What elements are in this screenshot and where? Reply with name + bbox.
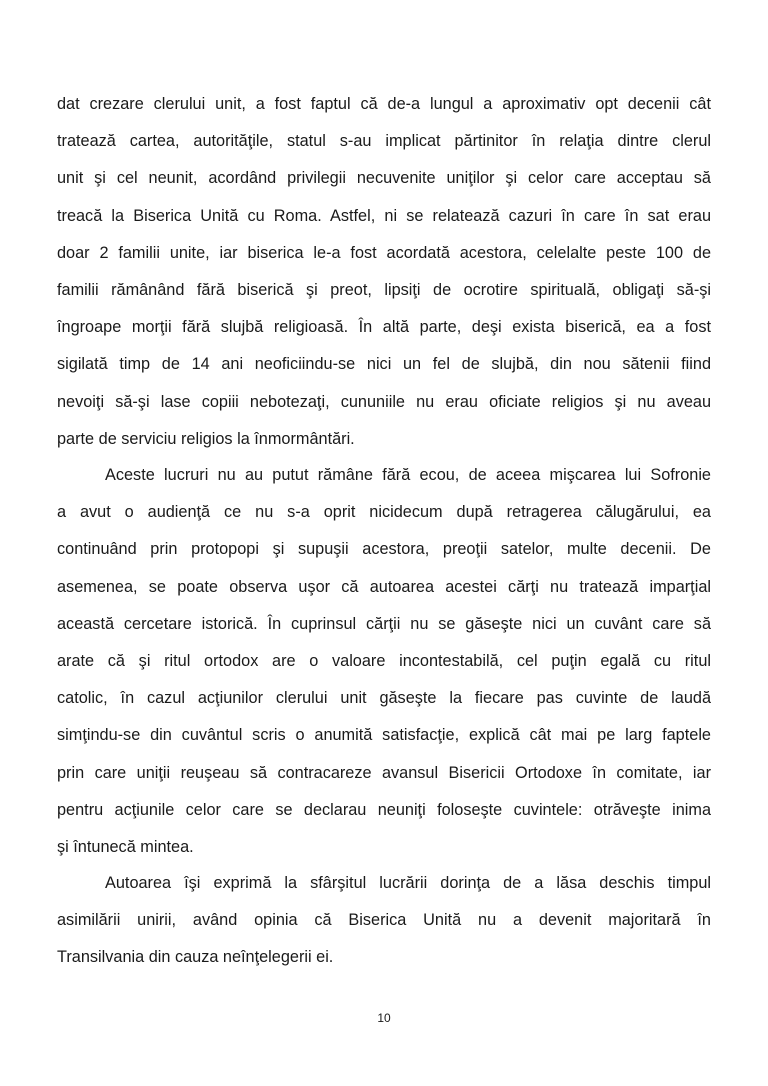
text-line: familii rămânând fără biserică şi preot, lipsiţi de ocrotire spirituală, obligaţi să-şi — [57, 280, 711, 299]
text-line: dat crezare clerului unit, a fost faptul că de-a lungul a aproximativ opt decenii cât — [57, 95, 711, 113]
text-line: a avut o audienţă ce nu s-a oprit nicidecum după retragerea călugărului, ea — [57, 503, 711, 522]
text-line: treacă la Biserica Unită cu Roma. Astfel, ni se relatează cazuri în care în sat erau — [57, 206, 711, 225]
text-line: îngroape morţii fără slujbă religioasă. În altă parte, deşi exista biserică, ea a fost — [57, 318, 711, 337]
text-line: unit şi cel neunit, acordând privilegii necuvenite uniţilor şi celor care acceptau să — [57, 169, 711, 188]
text-line: Aceste lucruri nu au putut rămâne fără ecou, de aceea mişcarea lui Sofronie — [105, 466, 711, 484]
text-line: continuând prin protopopi şi supuşii acestora, preoţii satelor, multe decenii. De — [57, 540, 711, 559]
paragraph-3 — [57, 865, 711, 977]
paragraph-2 — [57, 457, 711, 866]
text-line: Transilvania din cauza neînţelegerii ei. — [57, 948, 334, 967]
text-line: sigilată timp de 14 ani neoficiindu-se nici un fel de slujbă, din nou sătenii fiind — [57, 355, 711, 374]
text-line: şi întunecă mintea. — [57, 837, 194, 856]
text-line: această cercetare istorică. În cuprinsul cărţii nu se găseşte nici un cuvânt care să — [57, 614, 711, 633]
text-line: prin care uniţii reuşeau să contracareze avansul Bisericii Ortodoxe în comitate, iar — [57, 763, 711, 782]
page-number: 10 — [377, 1011, 391, 1025]
text-line: doar 2 familii unite, iar biserica le-a fost acordată acestora, celelalte peste 100 de — [57, 243, 711, 262]
text-line: nevoiţi să-şi lase copiii nebotezaţi, cununiile nu erau oficiate religios şi nu aveau — [57, 392, 711, 411]
text-line: tratează cartea, autorităţile, statul s-au implicat părtinitor în relaţia dintre clerul — [57, 132, 711, 151]
text-line: arate că şi ritul ortodox are o valoare incontestabilă, cel puţin egală cu ritul — [57, 651, 711, 670]
text-line: simţindu-se din cuvântul scris o anumită satisfacţie, explică cât mai pe larg faptele — [57, 726, 711, 745]
text-line: asemenea, se poate observa uşor că autoarea acestei cărţi nu tratează imparţial — [57, 577, 711, 596]
text-line: catolic, în cazul acţiunilor clerului unit găseşte la fiecare pas cuvinte de laudă — [57, 689, 711, 708]
paragraph-1 — [57, 86, 711, 458]
text-line: asimilării unirii, având opinia că Biserica Unită nu a devenit majoritară în — [57, 911, 711, 930]
text-line: pentru acţiunile celor care se declarau neuniţi foloseşte cuvintele: otrăveşte inima — [57, 800, 711, 819]
text-line: Autoarea îşi exprimă la sfârşitul lucrării dorinţa de a lăsa deschis timpul — [105, 874, 711, 892]
text-line: parte de serviciu religios la înmormântări. — [57, 429, 355, 448]
